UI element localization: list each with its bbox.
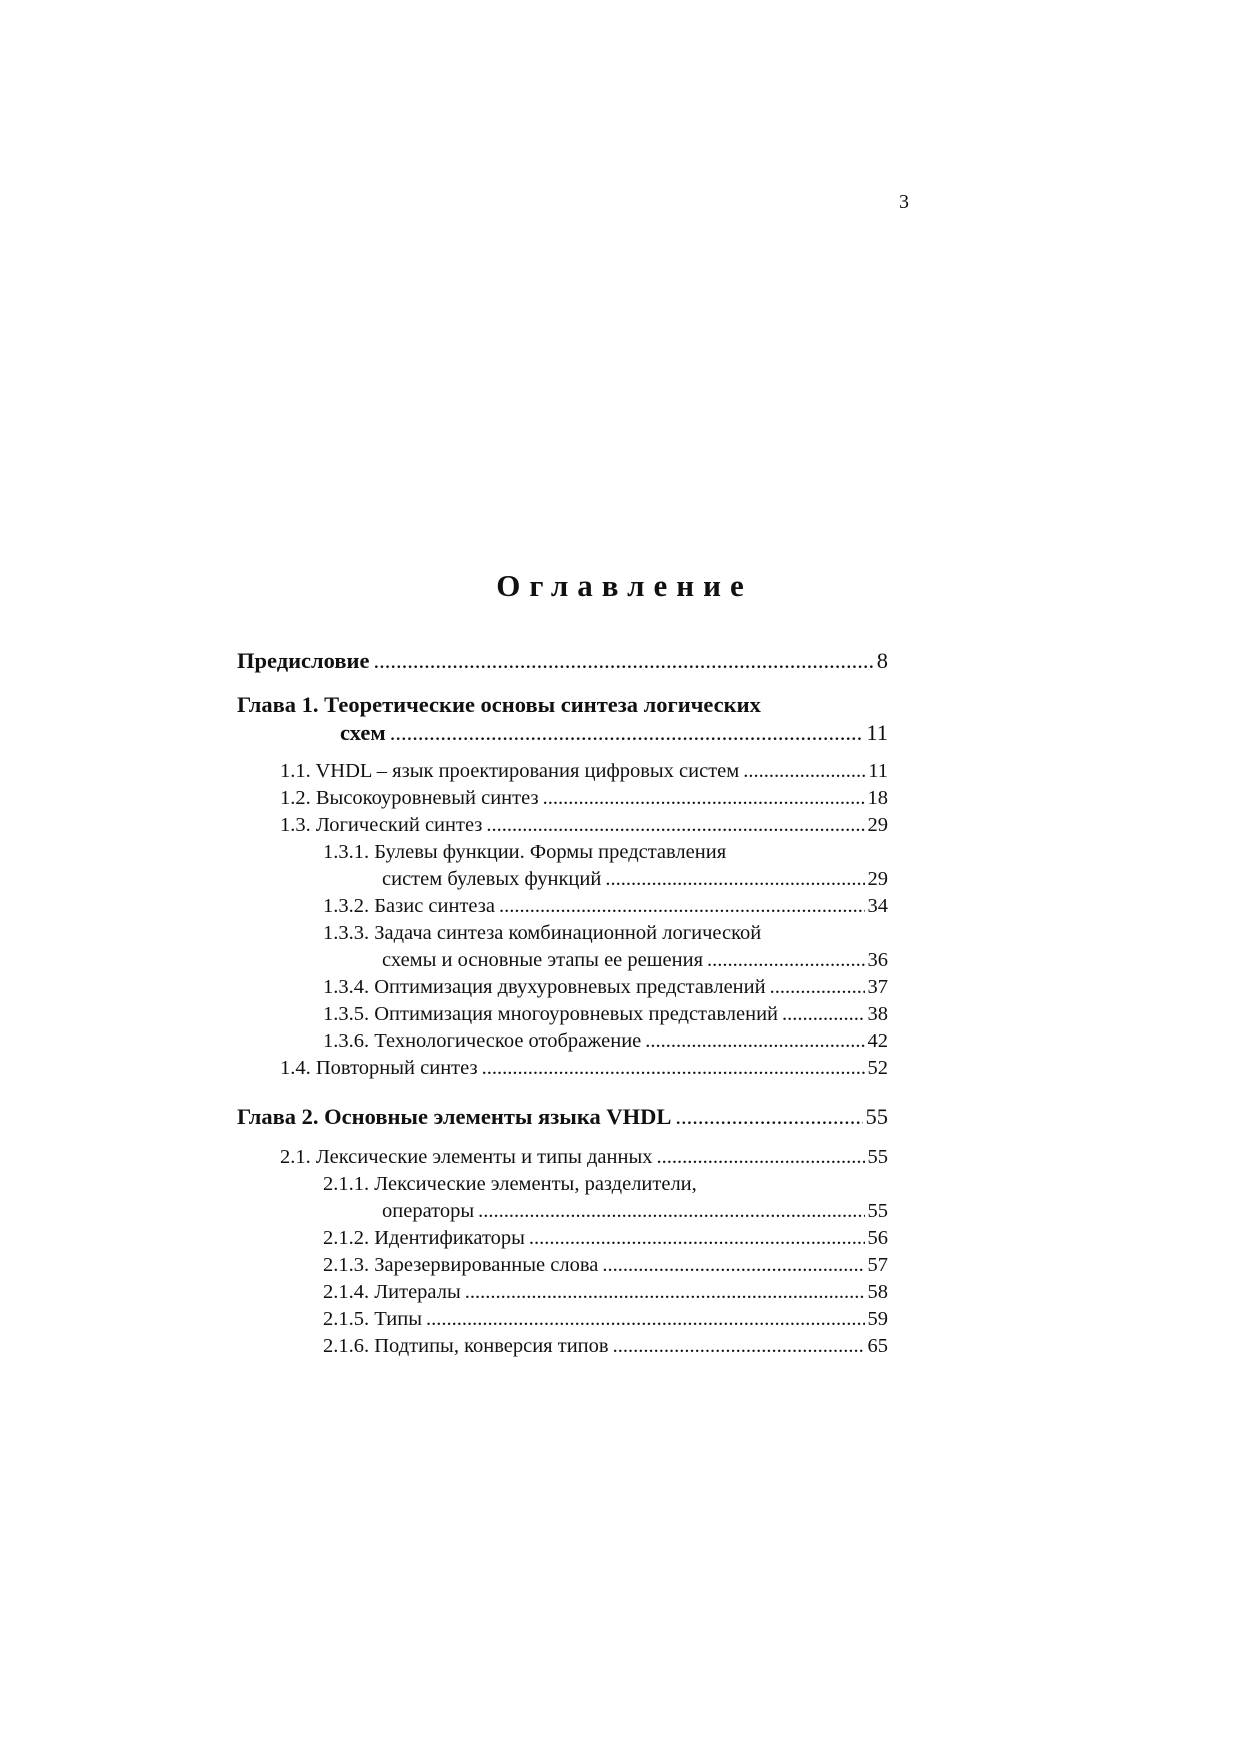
toc-leader-dots: [529, 1227, 865, 1250]
toc-entry-label: 1.3.5. Оптимизация многоуровневых представлений: [323, 1003, 779, 1025]
toc-leader-dots: [478, 1200, 864, 1223]
toc-entry-page: 57: [867, 1254, 888, 1276]
toc-leader-dots: [743, 760, 865, 783]
toc-entry-page: 11: [868, 760, 888, 782]
toc-entry-label: 1.2. Высокоуровневый синтез: [280, 787, 539, 809]
toc-entry-page: 11: [866, 720, 888, 745]
toc-entry-page: 18: [867, 787, 888, 809]
toc-title: Оглавление: [496, 568, 753, 603]
toc-entry-chapter1[interactable]: [340, 720, 888, 750]
toc-entry-1-3-1[interactable]: [382, 868, 888, 894]
toc-entry-label: 1.4. Повторный синтез: [280, 1057, 478, 1079]
toc-entry-label: 2.1.2. Идентификаторы: [323, 1227, 525, 1249]
toc-entry-page: 8: [876, 648, 888, 673]
toc-entry-1-3-2[interactable]: [323, 895, 888, 921]
toc-entry-page: 52: [867, 1057, 888, 1079]
toc-entry-page: 65: [867, 1335, 888, 1357]
toc-entry-2-1[interactable]: [280, 1146, 888, 1172]
toc-leader-dots: [465, 1281, 865, 1304]
toc-leader-dots: [499, 895, 865, 918]
toc-leader-dots: [613, 1335, 865, 1358]
toc-entry-1-3-6[interactable]: [323, 1030, 888, 1056]
toc-entry-page: 59: [867, 1308, 888, 1330]
toc-leader-dots: [482, 1057, 865, 1080]
toc-entry-2-1-1[interactable]: [382, 1200, 888, 1226]
toc-entry-2-1-5[interactable]: [323, 1308, 888, 1334]
toc-entry-label: Глава 2. Основные элементы языка VHDL: [237, 1104, 672, 1129]
page-number: 3: [899, 191, 909, 213]
toc-entry-page: 37: [867, 976, 888, 998]
toc-entry-1-4[interactable]: [280, 1057, 888, 1083]
toc-entry-label: 1.3.2. Базис синтеза: [323, 895, 495, 917]
toc-entry-page: 42: [867, 1030, 888, 1052]
toc-leader-dots: [782, 1003, 864, 1026]
toc-leader-dots: [656, 1146, 864, 1169]
toc-entry-label: 1.3.6. Технологическое отображение: [323, 1030, 642, 1052]
toc-leader-dots: [602, 1254, 864, 1277]
toc-leader-dots: [373, 648, 873, 674]
toc-entry-1-3[interactable]: [280, 814, 888, 840]
toc-entry-1-2[interactable]: [280, 787, 888, 813]
toc-entry-1-3-3-line1[interactable]: 1.3.3. Задача синтеза комбинационной логической: [323, 922, 762, 944]
toc-entry-label: 2.1.5. Типы: [323, 1308, 422, 1330]
toc-chapter1-label-line1[interactable]: Глава 1. Теоретические основы синтеза логических: [237, 692, 761, 717]
toc-leader-dots: [486, 814, 864, 837]
toc-leader-dots: [675, 1104, 862, 1130]
toc-entry-page: 55: [867, 1200, 888, 1222]
toc-entry-1-3-3[interactable]: [382, 949, 888, 975]
toc-entry-page: 34: [867, 895, 888, 917]
toc-entry-2-1-4[interactable]: [323, 1281, 888, 1307]
toc-entry-page: 29: [867, 868, 888, 890]
toc-entry-2-1-2[interactable]: [323, 1227, 888, 1253]
toc-entry-label: Предисловие: [237, 648, 370, 673]
toc-entry-label: 2.1.4. Литералы: [323, 1281, 461, 1303]
toc-entry-page: 56: [867, 1227, 888, 1249]
toc-entry-2-1-1-line1[interactable]: 2.1.1. Лексические элементы, разделители,: [323, 1173, 697, 1195]
toc-entry-label: 2.1.6. Подтипы, конверсия типов: [323, 1335, 609, 1357]
toc-entry-1-3-5[interactable]: [323, 1003, 888, 1029]
toc-entry-label: схемы и основные этапы ее решения: [382, 949, 703, 971]
toc-entry-preface[interactable]: [237, 648, 888, 678]
toc-leader-dots: [707, 949, 865, 972]
toc-entry-label: 2.1. Лексические элементы и типы данных: [280, 1146, 653, 1168]
toc-entry-2-1-6[interactable]: [323, 1335, 888, 1361]
toc-entry-2-1-3[interactable]: [323, 1254, 888, 1280]
toc-entry-label: 2.1.3. Зарезервированные слова: [323, 1254, 599, 1276]
toc-entry-page: 38: [867, 1003, 888, 1025]
toc-entry-page: 29: [867, 814, 888, 836]
toc-leader-dots: [426, 1308, 865, 1331]
toc-entry-label: 1.3.4. Оптимизация двухуровневых представлений: [323, 976, 766, 998]
toc-leader-dots: [645, 1030, 864, 1053]
toc-entry-1-3-1-line1[interactable]: 1.3.1. Булевы функции. Формы представления: [323, 841, 727, 863]
toc-entry-label: систем булевых функций: [382, 868, 602, 890]
toc-entry-page: 55: [865, 1104, 888, 1129]
toc-leader-dots: [770, 976, 865, 999]
toc-entry-1-1[interactable]: [280, 760, 888, 786]
toc-entry-label: 1.3. Логический синтез: [280, 814, 483, 836]
toc-entry-1-3-4[interactable]: [323, 976, 888, 1002]
toc-entry-page: 58: [867, 1281, 888, 1303]
toc-leader-dots: [543, 787, 865, 810]
toc-entry-label: 1.1. VHDL – язык проектирования цифровых систем: [280, 760, 740, 782]
toc-entry-label: операторы: [382, 1200, 475, 1222]
toc-entry-label: схем: [340, 720, 386, 745]
toc-leader-dots: [390, 720, 864, 746]
toc-entry-page: 55: [867, 1146, 888, 1168]
toc-leader-dots: [605, 868, 864, 891]
toc-entry-chapter2[interactable]: [237, 1104, 888, 1134]
toc-entry-page: 36: [867, 949, 888, 971]
